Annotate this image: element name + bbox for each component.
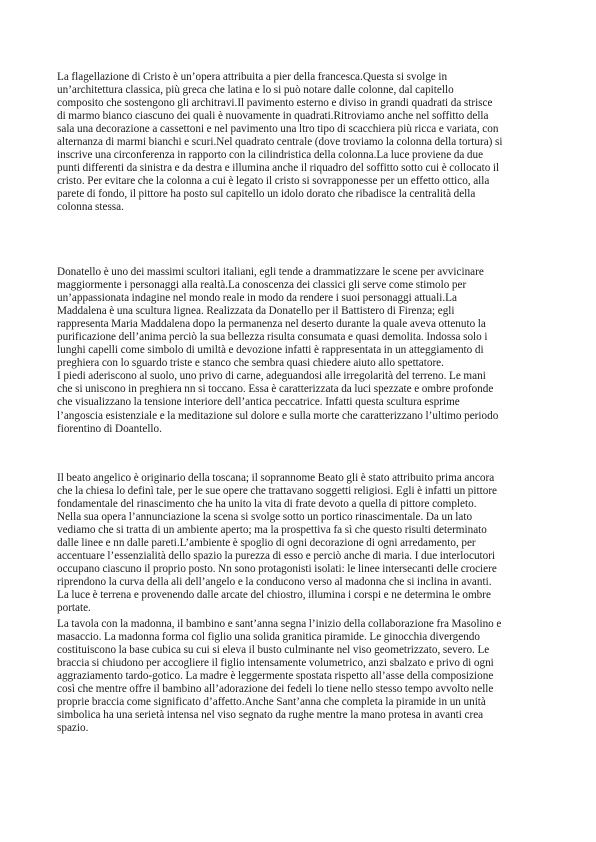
paragraph-beato-angelico: Il beato angelico è originario della toscana; il soprannome Beato gli è stato attribuito prima ancora che la chiesa lo definì tale, per le sue opere che trattavano soggetti religiosi. Egli è infatti un pittore fondamentale del rinascimento che ha unito la vita di frate devoto a quella di pittore completo. Nella sua opera l’annunciazione la scena si svolge sotto un portico rinascimentale. Da un lato vediamo che si tratta di un ambiente aperto; ma la prospettiva fa sì che questo risulti determinato dalle linee e nn dalle pareti.L’ambiente è spoglio di ogni decorazione di ogni arredamento, per accentuare l’essenzialità dello spazio la purezza di esso e perciò anche di maria. I due interlocutori occupano ciascuno il proprio posto. Nn sono protagonisti isolati: le linee intersecanti delle crociere riprendono la curva della ali dell’angelo e la conducono verso al madonna che si inclina in avanti. La luce è terrena e provenendo dalle arcate del chiostro, illumina i corspi e ne determina le ombre portate. [57, 472, 498, 615]
paragraph-masolino-masaccio: La tavola con la madonna, il bambino e sant’anna segna l’inizio della collaborazione fra Masolino e masaccio. La madonna forma col figlio una solida granitica piramide. Le ginocchia divergendo costituiscono la base cubica su cui si eleva il busto culminante nel viso geometrizzato, severo. Le braccia si chiudono per accogliere il figlio intensamente volumetrico, anzi sbalzato e privo di ogni aggraziamento tardo-gotico. La madre è leggermente spostata rispetto all’asse della composizione così che mentre offre il bambino all’adorazione dei fedeli lo tiene nello stesso tempo avvolto nelle proprie braccia come significato d’affetto.Anche Sant’anna che completa la piramide in un unità simbolica ha una serietà intensa nel viso segnato da rughe mentre la mano protesa in avanti crea spazio. [57, 618, 502, 735]
paragraph-flagellazione: La flagellazione di Cristo è un’opera attribuita a pier della francesca.Questa si svolge in un’architettura classica, più greca che latina e lo si può notare dalle colonne, dal capitello composito che sostengono gli architravi.Il pavimento esterno e diviso in grandi quadrati da strisce di marmo bianco ciascuno dei quali è nuovamente in quadrati.Ritroviamo anche nel soffitto della sala una decorazione a cassettoni e nel pavimento una ltro tipo di scacchiera più ricca e variata, con alternanza di marmi bianchi e scuri.Nel quadrato centrale (dove troviamo la colonna della tortura) si inscrive una circonferenza in rapporto con la cilindristica della colonna.La luce proviene da due punti differenti da sinistra e da destra e illumina anche il riquadro del soffitto sotto cui è collocato il cristo. Per evitare che la colonna a cui è legato il cristo si sovrapponesse per un effetto ottico, alla parete di fondo, il pittore ha posto sul capitello un idolo dorato che ribadisce la centralità della colonna stessa. [57, 71, 503, 214]
paragraph-donatello: Donatello è uno dei massimi scultori italiani, egli tende a drammatizzare le scene per avvicinare maggiormente i personaggi alla realtà.La conoscenza dei classici gli serve come stimolo per un’appassionata indagine nel mondo reale in modo da rendere i suoi personaggi attuali.La Maddalena è una scultura lignea. Realizzata da Donatello per il Battistero di Firenza; egli rappresenta Maria Maddalena dopo la permanenza nel deserto durante la quale aveva ottenuto la purificazione dell’anima perciò la sua bellezza risulta consumata e quasi demolita. Indossa solo i lunghi capelli come simbolo di umiltà e devozione infatti è rappresentata in un atteggiamento di preghiera con lo sguardo triste e stanco che sembra quasi chiedere aiuto allo spettatore. I piedi aderiscono al suolo, uno privo di carne, adeguandosi alle irregolarità del terreno. Le mani che si uniscono in preghiera nn si toccano. Essa è caratterizzata da luci spezzate e ombre profonde che visualizzano la tensione interiore dell’antica peccatrice. Infatti questa scultura esprime l’angoscia esistenziale e la meditazione sul dolore e sulla morte che caratterizzano l’ultimo periodo fiorentino di Doantello. [57, 266, 499, 435]
